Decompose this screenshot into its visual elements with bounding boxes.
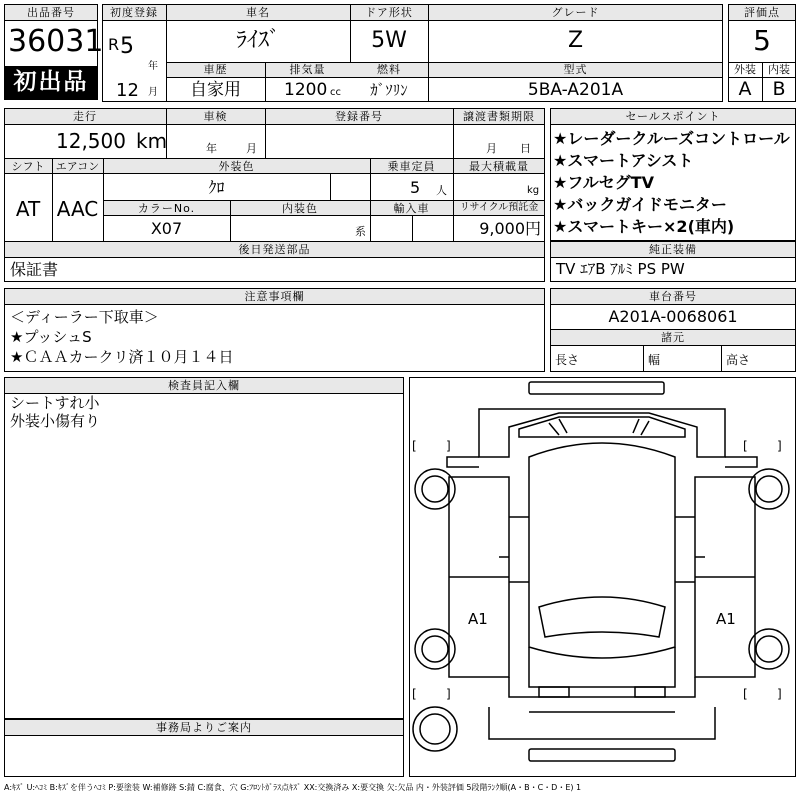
capacity-label: 乗車定員 xyxy=(387,160,436,173)
equipment-label: 純正装備 xyxy=(649,243,697,256)
damage-mark: A1 xyxy=(468,610,488,628)
interior-grade: B xyxy=(772,78,786,100)
sales-point-item: ★バックガイドモニター xyxy=(553,195,727,214)
inspection-year-unit: 年 xyxy=(206,142,217,155)
office-label: 事務局よりご案内 xyxy=(156,721,252,734)
divider xyxy=(330,173,331,200)
displacement-label: 排気量 xyxy=(289,63,326,76)
first-reg-label: 初度登録 xyxy=(110,6,158,19)
name-label: 車名 xyxy=(246,6,270,19)
divider xyxy=(4,20,98,21)
height-label: 高さ xyxy=(726,353,751,367)
color-no-value: X07 xyxy=(150,219,183,238)
score-value: 5 xyxy=(753,24,771,57)
mileage-label: 走行 xyxy=(73,110,97,123)
divider xyxy=(166,77,723,78)
transfer-label: 譲渡書類期限 xyxy=(463,110,535,123)
sales-point-item: ★スマートキー×2(車内) xyxy=(553,217,735,236)
import-label: 輸入車 xyxy=(393,202,430,215)
bracket-mark: ] xyxy=(446,439,451,453)
capacity-unit: 人 xyxy=(436,184,447,197)
grade-value: Z xyxy=(567,28,584,53)
length-label: 長さ xyxy=(555,353,580,367)
divider xyxy=(550,257,796,258)
era: R xyxy=(108,35,120,54)
reg-year: 5 xyxy=(120,34,134,59)
sales-point-item: ★レーダークルーズコントロール xyxy=(553,129,790,148)
note-line: ＜ディーラー下取車＞ xyxy=(10,308,159,326)
model-label: 型式 xyxy=(563,63,588,76)
recycle-label: リサイクル預託金 xyxy=(459,202,539,213)
divider xyxy=(166,62,723,63)
later-parts-label: 後日発送部品 xyxy=(238,243,311,256)
divider xyxy=(4,735,404,736)
notes-label: 注意事項欄 xyxy=(244,290,305,303)
score-label: 評価点 xyxy=(744,6,780,19)
mileage-value: 12,500 xyxy=(56,129,126,153)
door-label: ドア形状 xyxy=(365,6,413,19)
bracket-mark: [ xyxy=(412,439,417,453)
grade-label: グレード xyxy=(551,6,600,19)
transfer-month-unit: 月 xyxy=(486,142,497,155)
lot-label: 出品番号 xyxy=(27,6,75,19)
history-label: 車歴 xyxy=(203,63,228,76)
car-diagram xyxy=(409,377,796,777)
reg-number-label: 登録番号 xyxy=(335,110,383,123)
legend: A:ｷｽﾞ U:ﾍｺﾐ B:ｷｽﾞを伴うﾍｺﾐ P:要塗装 W:補修跡 S:錆 C:腐食、穴 G:ﾌﾛﾝﾄｶﾞﾗｽ点ｷｽﾞ XX:交換済み X:要交換 欠:欠品 内・外装評価 5段階ﾗﾝｸ順(A・B・C・D・E) 1 xyxy=(4,783,582,792)
bracket-mark: ] xyxy=(777,687,782,701)
chassis-label: 車台番号 xyxy=(649,290,697,303)
transfer-day-unit: 日 xyxy=(520,142,531,155)
interior-color-unit: 系 xyxy=(355,225,366,238)
aircon-label: エアコン xyxy=(55,160,100,173)
bracket-mark: [ xyxy=(412,687,417,701)
shift-label: シフト xyxy=(11,160,45,173)
max-load-unit: kg xyxy=(527,185,540,196)
car-name: ﾗｲｽﾞ xyxy=(235,28,280,53)
lot-number: 36031 xyxy=(8,24,104,59)
inspector-label: 検査員記入欄 xyxy=(168,379,240,392)
divider xyxy=(550,124,796,125)
exterior-grade-label: 外装 xyxy=(734,63,756,76)
divider xyxy=(4,304,545,305)
divider xyxy=(550,345,796,346)
inspection-label: 車検 xyxy=(203,110,228,123)
aircon-value: AAC xyxy=(56,197,99,221)
later-parts-value: 保証書 xyxy=(10,260,59,279)
divider xyxy=(4,173,545,174)
year-unit: 年 xyxy=(148,61,158,72)
exterior-color-value: ｸﾛ xyxy=(208,178,225,197)
capacity-value: 5 xyxy=(410,178,421,197)
divider xyxy=(4,124,545,125)
divider xyxy=(550,304,796,305)
exterior-grade: A xyxy=(738,78,752,100)
inspector-line: 外装小傷有り xyxy=(10,412,101,430)
model-value: 5BA-A201A xyxy=(527,80,624,100)
divider xyxy=(103,215,545,216)
divider xyxy=(102,20,723,21)
bracket-mark: [ xyxy=(743,439,748,453)
fuel-value: ｶﾞｿﾘﾝ xyxy=(370,81,408,99)
width-label: 幅 xyxy=(648,353,661,367)
inspection-month-unit: 月 xyxy=(246,142,257,155)
divider xyxy=(728,20,796,21)
color-no-label: カラーNo. xyxy=(137,202,196,215)
fuel-label: 燃料 xyxy=(377,63,401,76)
dims-label: 諸元 xyxy=(661,331,685,344)
bracket-mark: ] xyxy=(777,439,782,453)
mileage-unit: km xyxy=(136,129,168,153)
inspector-line: シートすれ小 xyxy=(10,394,100,412)
exterior-color-label: 外装色 xyxy=(218,160,255,173)
bracket-mark: ] xyxy=(446,687,451,701)
divider xyxy=(643,345,644,372)
reg-month: 12 xyxy=(116,80,139,101)
sales-point-item: ★スマートアシスト xyxy=(553,151,694,170)
divider xyxy=(412,215,413,241)
divider xyxy=(721,345,722,372)
bracket-mark: [ xyxy=(743,687,748,701)
interior-grade-label: 内装 xyxy=(768,63,790,76)
equipment-value: TV ｴｱB ｱﾙﾐ PS PW xyxy=(556,260,685,278)
note-line: ★プッシュS xyxy=(10,328,92,346)
sales-points-label: セールスポイント xyxy=(625,110,721,123)
recycle-value: 9,000円 xyxy=(479,219,541,238)
first-listing-badge: 初出品 xyxy=(5,66,97,99)
interior-color-label: 内装色 xyxy=(282,202,318,215)
chassis-value: A201A-0068061 xyxy=(608,307,738,326)
damage-mark: A1 xyxy=(716,610,736,628)
history-value: 自家用 xyxy=(190,80,241,100)
month-unit: 月 xyxy=(148,87,158,98)
sales-point-item: ★フルセグTV xyxy=(553,173,655,192)
note-line: ★ＣＡＡカークリ済１０月１４日 xyxy=(10,348,234,366)
max-load-label: 最大積載量 xyxy=(469,160,529,173)
shift-value: AT xyxy=(15,197,41,221)
door-value: 5W xyxy=(371,28,407,53)
displacement-value: 1200 xyxy=(284,80,328,100)
divider xyxy=(4,257,545,258)
displacement-unit: cc xyxy=(330,87,341,98)
